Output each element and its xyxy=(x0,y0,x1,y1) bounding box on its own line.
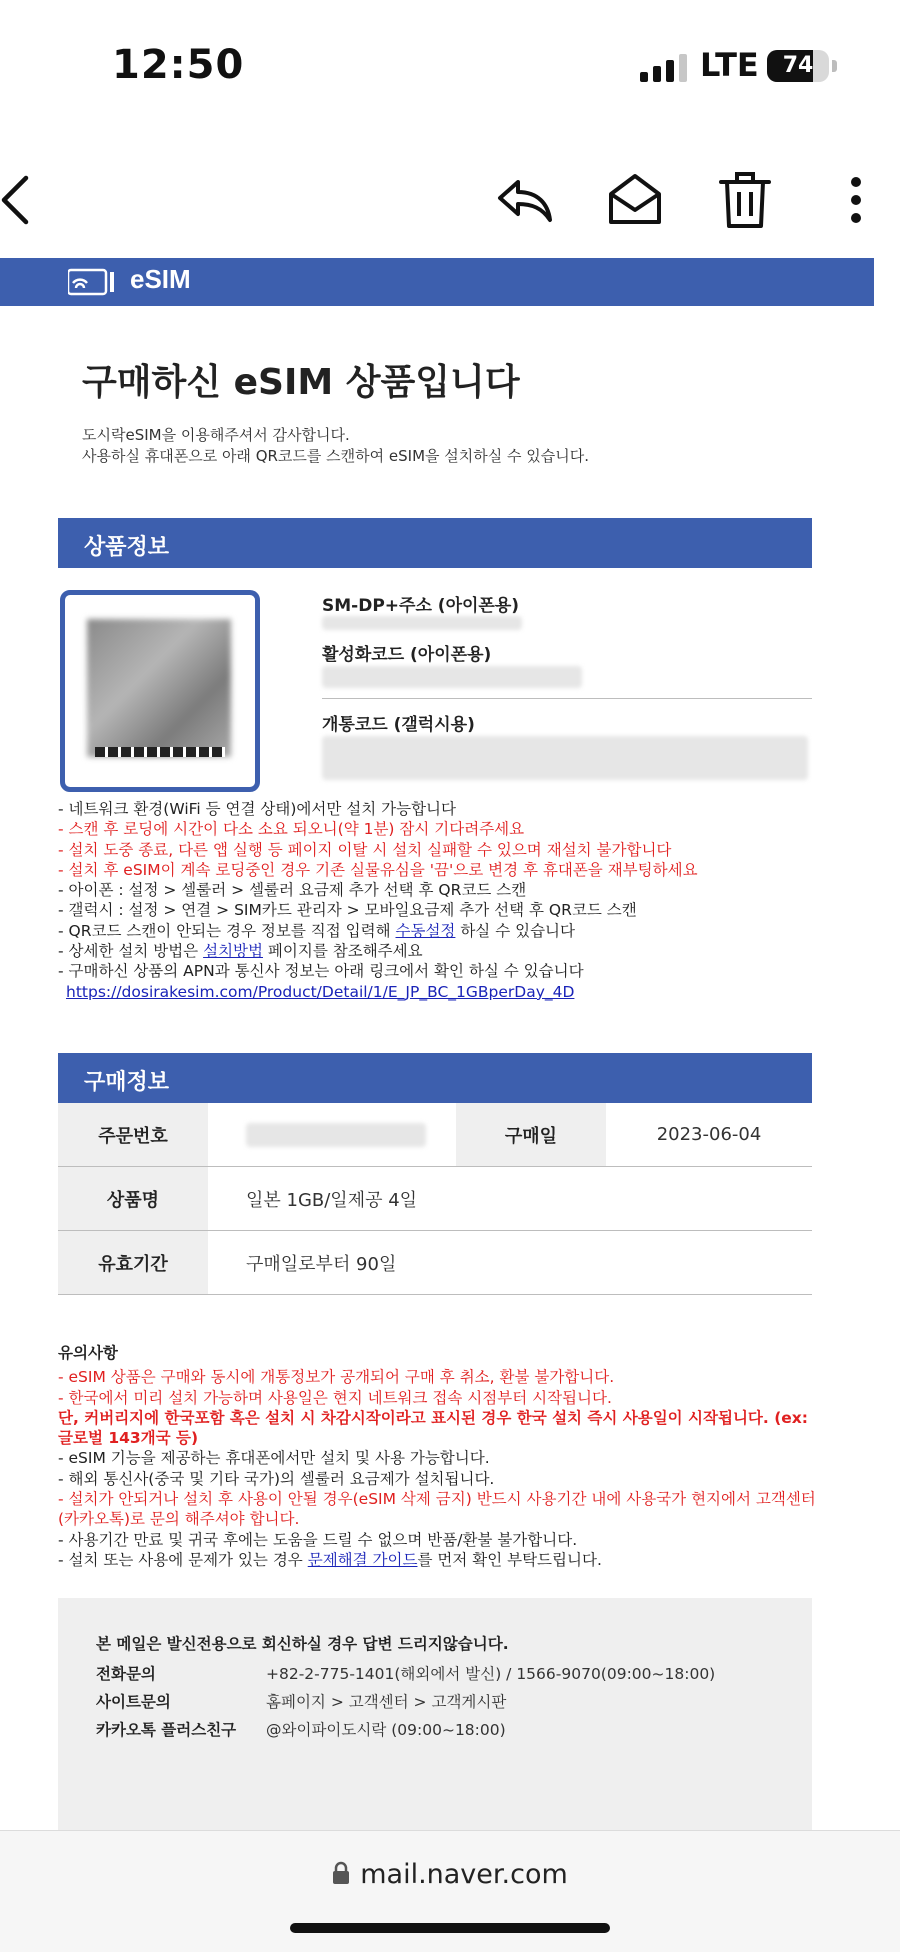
caution-section xyxy=(58,1343,818,1570)
back-icon[interactable] xyxy=(0,170,40,230)
product-name-value: 일본 1GB/일제공 4일 xyxy=(208,1167,812,1231)
smdp-label: SM-DP+주소 (아이폰용) xyxy=(322,596,520,616)
install-notes xyxy=(58,799,698,1002)
purchase-date-label: 구매일 xyxy=(456,1103,606,1167)
caution-line: - eSIM 상품은 구매와 동시에 개통정보가 공개되어 구매 후 취소, 환불 불가합니다. xyxy=(58,1368,615,1387)
kakao-label: 카카오톡 플러스친구 xyxy=(96,1721,237,1739)
activation-code-label: 활성화코드 (아이폰용) xyxy=(322,645,492,665)
note-line: - 스캔 후 로딩에 시간이 다소 소요 되오니(약 1분) 잠시 기다려주세요 xyxy=(58,820,525,839)
url-text: mail.naver.com xyxy=(360,1859,568,1890)
email-headline: 구매하신 eSIM 상품입니다 xyxy=(82,362,520,403)
site-contact-row xyxy=(96,1690,506,1712)
intro-line-1: 도시락eSIM을 이용해주셔서 감사합니다. xyxy=(82,426,350,444)
contact-footer xyxy=(58,1598,812,1830)
caution-text: - 설치 또는 사용에 문제가 있는 경우 xyxy=(58,1550,308,1569)
note-line: - 설치 후 eSIM이 계속 로딩중인 경우 기존 실물유심을 '끔'으로 변경 후 휴대폰을 재부팅하세요 xyxy=(58,860,698,879)
table-row xyxy=(58,1103,812,1167)
note-line: - 설치 도중 종료, 다른 앱 실행 등 페이지 이탈 시 설치 실패할 수 있으며 재설치 불가합니다 xyxy=(58,840,672,859)
qr-code-edge xyxy=(95,747,225,757)
caution-line: - eSIM 기능을 제공하는 휴대폰에서만 설치 및 사용 가능합니다. xyxy=(58,1449,490,1468)
clock: 12:50 xyxy=(112,42,245,88)
qr-code xyxy=(60,590,260,792)
network-type: LTE xyxy=(700,46,759,84)
order-number-redacted xyxy=(246,1123,426,1147)
note-line: - 갤럭시 : 설정 > 연결 > SIM카드 관리자 > 모바일요금제 추가 선택 후 QR코드 스캔 xyxy=(58,901,637,920)
brand-logo-text: eSIM xyxy=(130,264,191,294)
home-indicator[interactable] xyxy=(290,1923,610,1933)
note-line: - 아이폰 : 설정 > 셀룰러 > 셀룰러 요금제 추가 선택 후 QR코드 스캔 xyxy=(58,881,527,900)
table-row xyxy=(58,1231,812,1295)
more-icon[interactable] xyxy=(836,170,876,230)
purchase-table xyxy=(58,1103,812,1295)
note-text: - 상세한 설치 방법은 xyxy=(58,942,204,961)
battery-percent: 74 xyxy=(782,53,814,78)
note-text: - QR코드 스캔이 안되는 경우 정보를 직접 입력해 xyxy=(58,921,396,940)
caution-line: - 사용기간 만료 및 귀국 후에는 도움을 드릴 수 없으며 반품/환불 불가합니다. xyxy=(58,1530,578,1549)
product-section-title: 상품정보 xyxy=(84,535,170,560)
table-row xyxy=(58,1167,812,1231)
brand-logo xyxy=(68,262,191,300)
validity-label: 유효기간 xyxy=(58,1231,208,1295)
browser-bottom-bar xyxy=(0,1830,900,1952)
order-number-label: 주문번호 xyxy=(58,1103,208,1167)
phone-value: +82-2-775-1401(해외에서 발신) / 1566-9070(09:00~18:00) xyxy=(266,1665,716,1683)
wifi-logo-icon xyxy=(68,268,122,296)
signal-icon xyxy=(640,52,687,82)
reply-icon[interactable] xyxy=(494,170,554,230)
activation-code-redacted xyxy=(322,666,582,688)
caution-title: 유의사항 xyxy=(58,1344,118,1362)
phone-contact-row xyxy=(96,1662,715,1684)
battery-icon xyxy=(767,50,829,82)
product-section-header xyxy=(58,518,812,568)
info-divider xyxy=(322,698,812,699)
note-text: 하실 수 있습니다 xyxy=(455,921,575,940)
order-number-value xyxy=(208,1103,456,1167)
caution-line: - 해외 통신사(중국 및 기타 국가)의 셀룰러 요금제가 설치됩니다. xyxy=(58,1469,495,1488)
note-text: 페이지를 참조해주세요 xyxy=(263,942,423,961)
kakao-value: @와이파이도시락 (09:00~18:00) xyxy=(266,1721,506,1739)
install-guide-link[interactable]: 설치방법 xyxy=(203,942,263,961)
note-line: - 구매하신 상품의 APN과 통신사 정보는 아래 링크에서 확인 하실 수 있습니다 xyxy=(58,962,584,981)
trash-icon[interactable] xyxy=(715,170,775,230)
opening-code-redacted xyxy=(322,736,808,780)
validity-value: 구매일로부터 90일 xyxy=(208,1231,812,1295)
battery-tip xyxy=(832,60,837,72)
product-name-label: 상품명 xyxy=(58,1167,208,1231)
note-line-install xyxy=(58,941,698,961)
site-value: 홈페이지 > 고객센터 > 고객게시판 xyxy=(266,1693,507,1711)
email-body xyxy=(0,258,874,1830)
note-line: - 네트워크 환경(WiFi 등 연결 상태)에서만 설치 가능합니다 xyxy=(58,800,456,818)
site-label: 사이트문의 xyxy=(96,1693,171,1711)
caution-line: - 설치가 안되거나 설치 후 사용이 안될 경우(eSIM 삭제 금지) 반드시 사용기간 내에 사용국가 현지에서 고객센터(카카오톡)로 문의 해주셔야 합니다. xyxy=(58,1490,816,1529)
opening-code-label: 개통코드 (갤럭시용) xyxy=(322,715,475,735)
mark-unread-icon[interactable] xyxy=(605,170,665,230)
address-bar[interactable] xyxy=(0,1859,900,1890)
caution-text: 를 먼저 확인 부탁드립니다. xyxy=(417,1550,602,1569)
intro-text xyxy=(82,425,589,467)
purchase-section-header xyxy=(58,1053,812,1103)
intro-line-2: 사용하실 휴대폰으로 아래 QR코드를 스캔하여 eSIM을 설치하실 수 있습니다. xyxy=(82,447,589,465)
status-bar xyxy=(0,0,900,120)
lock-icon xyxy=(332,1861,350,1885)
apn-info-link[interactable]: https://dosirakesim.com/Product/Detail/1/E_JP_BC_1GBperDay_4D xyxy=(66,982,575,1001)
email-banner xyxy=(0,258,874,306)
kakao-contact-row xyxy=(96,1718,506,1740)
phone-label: 전화문의 xyxy=(96,1665,156,1683)
caution-line: - 한국에서 미리 설치 가능하며 사용일은 현지 네트워크 접속 시점부터 시작됩니다. xyxy=(58,1388,612,1407)
manual-setup-link[interactable]: 수동설정 xyxy=(395,921,456,940)
note-line-manual xyxy=(58,921,698,941)
no-reply-notice: 본 메일은 발신전용으로 회신하실 경우 답변 드리지않습니다. xyxy=(96,1635,509,1653)
troubleshooting-guide-link[interactable]: 문제해결 가이드 xyxy=(307,1550,418,1569)
purchase-section-title: 구매정보 xyxy=(84,1070,170,1095)
purchase-date-value: 2023-06-04 xyxy=(606,1103,812,1167)
qr-code-image xyxy=(87,619,231,757)
caution-line-guide xyxy=(58,1550,818,1570)
smdp-value-redacted xyxy=(322,616,522,630)
caution-line-emphasis: 단, 커버리지에 한국포함 혹은 설치 시 차감시작이라고 표시된 경우 한국 설치 즉시 사용일이 시작됩니다. (ex:글로벌 143개국 등) xyxy=(58,1408,808,1448)
mail-toolbar xyxy=(0,140,900,250)
